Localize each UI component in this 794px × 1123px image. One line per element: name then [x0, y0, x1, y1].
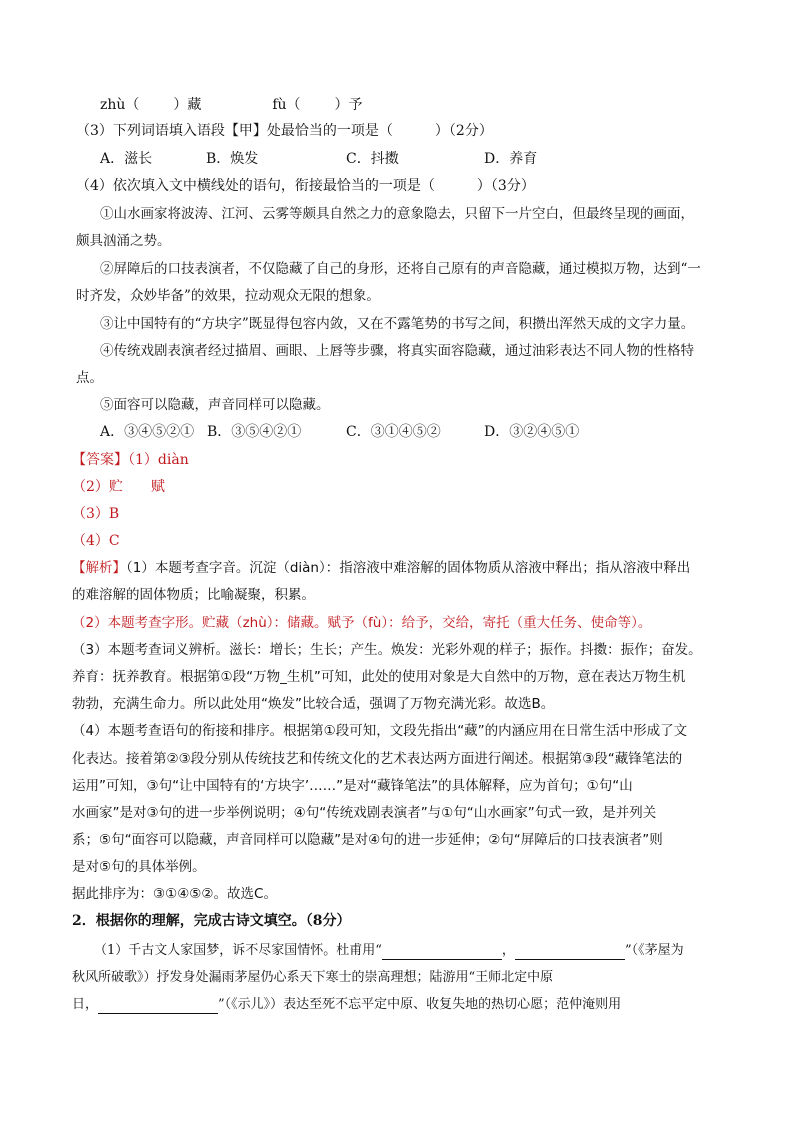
question-3-stem: （3）下列词语填入语段【甲】处最恰当的一项是（ ）（2分）: [76, 123, 493, 139]
sentence-5: ⑤面容可以隐藏，声音同样可以隐藏。: [100, 397, 330, 413]
question-4-option-a: A．③④⑤②①: [100, 424, 195, 440]
analysis-p4-line-5: 系；⑤句“面容可以隐藏，声音同样可以隐藏”是对④句的进一步延伸；②句“屏障后的口技表演者”则: [72, 832, 663, 848]
answer-tag: 【答案】: [72, 452, 128, 468]
sentence-2-line-2: 时齐发，众妙毕备”的效果，拉动观众无限的想象。: [76, 288, 380, 304]
answer-line-3: （3）B: [72, 506, 120, 522]
question-4-option-b: B．③⑤④②①: [207, 424, 302, 440]
sentence-2-line-1: ②屏障后的口技表演者，不仅隐藏了自己的身形，还将自己原有的声音隐藏，通过模拟万物，达到“一: [100, 261, 701, 277]
fu-suffix: ）予: [334, 97, 363, 113]
question-2-line-3: [72, 996, 621, 1014]
analysis-p4-line-1: （4）本题考查语句的衔接和排序。根据第①段可知，文段先指出“藏”的内涵应用在日常生活中形成了文: [72, 723, 688, 739]
q2-line3-b: ”（《示儿》）表达至死不忘平定中原、收复失地的热切心愿；范仲淹则用: [218, 997, 622, 1012]
fu-prefix: fù（: [272, 97, 301, 113]
analysis-p1a: （1）本题考查字音。沉淀（diàn）：指溶液中难溶解的固体物质从溶液中释出；指从溶液中释出: [126, 560, 691, 576]
question-4-option-d: D．③②④⑤①: [484, 424, 580, 440]
analysis-p4-line-3: 运用”可知，③句“让中国特有的‘方块字’……”是对“藏锋笔法”的具体解释，应为首句；①句“山: [72, 778, 633, 794]
q2-line1-c: ”（《茅屋为: [624, 943, 684, 958]
analysis-p2: （2）本题考查字形。贮藏（zhù）：储藏。赋予（fù）：给予，交给，寄托（重大任务、使命等）。: [72, 615, 652, 631]
answer-2b: 赋: [150, 479, 165, 495]
sentence-4-line-1: ④传统戏剧表演者经过描眉、画眼、上唇等步骤，将真实面容隐藏，通过油彩表达不同人物的性格特: [100, 343, 694, 359]
analysis-p3-line-3: 勃勃，充满生命力。所以此处用“焕发”比较合适，强调了万物充满光彩。故选B。: [72, 696, 555, 712]
question-3-option-b: B．焕发: [206, 151, 259, 167]
question-2-line-1: [94, 942, 684, 960]
pinyin-line: [100, 96, 363, 114]
q2-line1-b: ，: [501, 943, 515, 958]
zhu-suffix: ）藏: [173, 97, 202, 113]
answer-2a: （2）贮: [72, 479, 123, 495]
q2-line1-a: （1）千古文人家国梦，诉不尽家国情怀。杜甫用“: [94, 943, 382, 958]
analysis-p3-line-2: 养育：抚养教育。根据第①段“万物_生机”可知，此处的使用对象是大自然中的万物，意在表达万物生机: [72, 669, 686, 685]
question-4-stem: （4）依次填入文中横线处的语句，衔接最恰当的一项是（ ）（3分）: [76, 178, 535, 194]
answer-line-1: [72, 451, 189, 469]
analysis-p1-line-2: 的难溶解的固体物质；比喻凝聚，积累。: [72, 587, 315, 603]
analysis-p3-line-1: （3）本题考查词义辨析。滋长：增长；生长；产生。焕发：光彩外观的样子；振作。抖擞：振作；奋发。: [72, 642, 702, 658]
answer-line-4: （4）C: [72, 533, 120, 549]
analysis-p1-line-1: [72, 559, 690, 577]
sentence-3: ③让中国特有的“方块字”既显得包容内敛，又在不露笔势的书写之间，积攒出浑然天成的文字力量。: [100, 316, 695, 332]
question-3-option-a: A．滋长: [100, 151, 153, 167]
sentence-1-line-1: ①山水画家将波涛、江河、云雾等颇具自然之力的意象隐去，只留下一片空白，但最终呈现的画面，: [100, 206, 694, 222]
blank-1[interactable]: [382, 945, 502, 960]
question-2-title: 2．根据你的理解，完成古诗文填空。（8分）: [72, 913, 351, 929]
question-3-option-c: C．抖擞: [346, 151, 399, 167]
analysis-p4-line-4: 水画家”是对③句的进一步举例说明；④句“传统戏剧表演者”与①句“山水画家”句式一致，是并列关: [72, 805, 657, 821]
answer-1: （1）diàn: [128, 452, 189, 468]
sentence-1-line-2: 颇具汹涌之势。: [76, 233, 171, 249]
question-2-line-2: 秋风所破歌》）抒发身处漏雨茅屋仍心系天下寒士的崇高理想；陆游用“王师北定中原: [72, 970, 554, 985]
analysis-p4-line-2: 化表达。接着第②③段分别从传统技艺和传统文化的艺术表达两方面进行阐述。根据第③段“藏锋笔法的: [72, 751, 683, 767]
analysis-p4-line-7: 据此排序为：③①④⑤②。故选C。: [72, 886, 277, 902]
analysis-p4-line-6: 是对⑤句的具体举例。: [72, 859, 206, 875]
question-4-option-c: C．③①④⑤②: [346, 424, 441, 440]
analysis-tag: 【解析】: [72, 560, 126, 576]
blank-3[interactable]: [98, 999, 218, 1014]
zhu-prefix: zhù（: [100, 97, 140, 113]
answer-line-2: [72, 478, 165, 496]
q2-line3-a: 日，: [72, 997, 99, 1012]
sentence-4-line-2: 点。: [76, 370, 103, 386]
blank-2[interactable]: [515, 945, 625, 960]
question-3-option-d: D．养育: [484, 151, 538, 167]
